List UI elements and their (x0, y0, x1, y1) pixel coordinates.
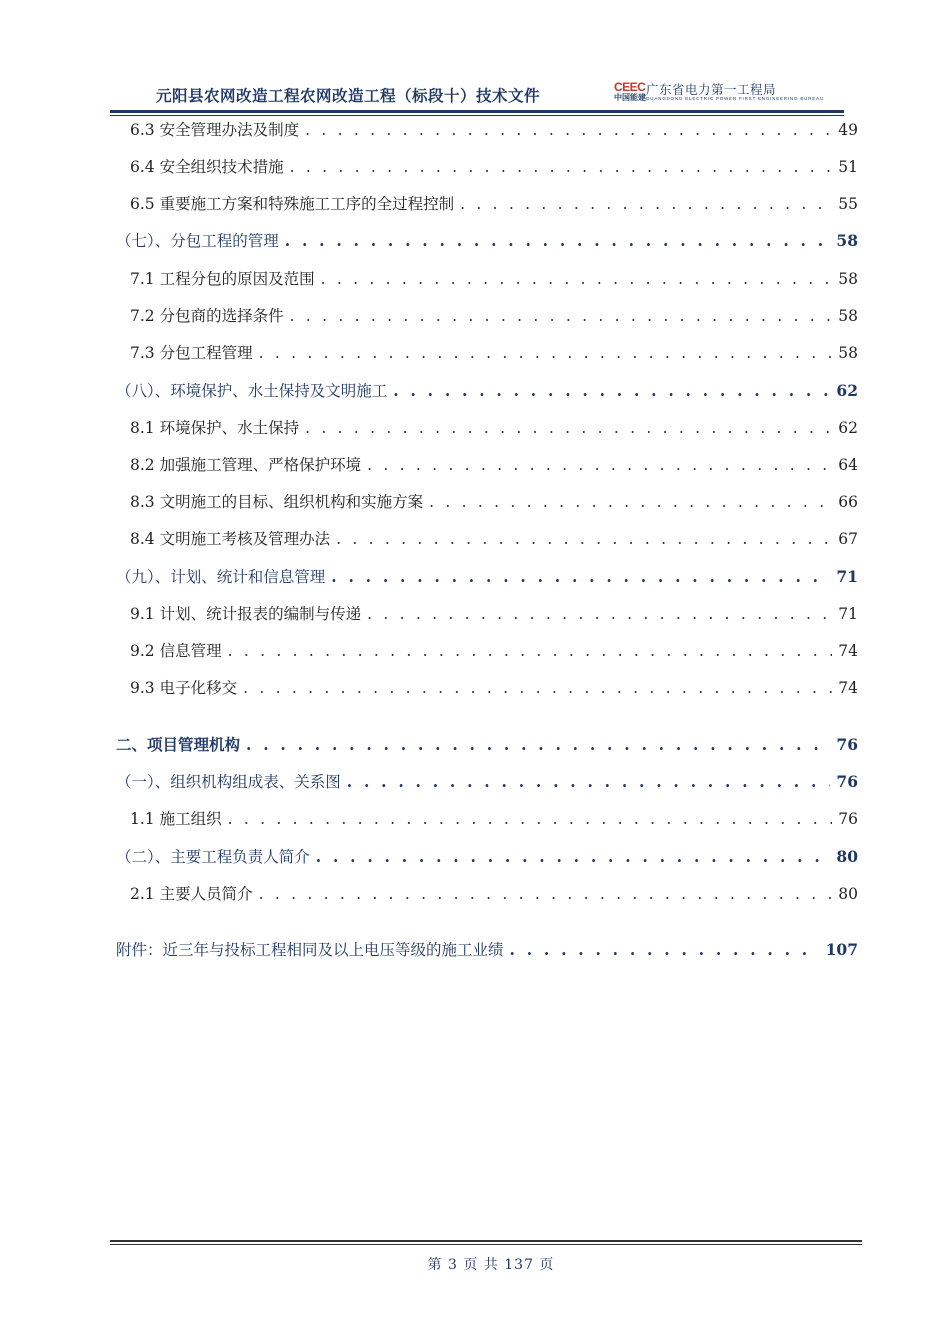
toc-entry-page: 62 (838, 419, 858, 437)
toc-dot-leader (331, 566, 830, 588)
toc-entry[interactable] (130, 119, 858, 141)
toc-entry-page: 66 (838, 493, 858, 511)
toc-entry-label: （八）、环境保护、水土保持及文明施工 (116, 382, 388, 400)
toc-entry-label: 9.2 信息管理 (130, 642, 222, 660)
toc-entry[interactable] (130, 156, 858, 178)
toc-dot-leader (243, 677, 832, 699)
toc-dot-leader (429, 491, 832, 513)
toc-entry-label: 9.1 计划、统计报表的编制与传递 (130, 605, 362, 623)
toc-entry[interactable] (116, 771, 858, 793)
toc-entry-page: 67 (838, 530, 858, 548)
company-name: 广东省电力第一工程局 (646, 83, 777, 97)
toc-entry-label: 7.1 工程分包的原因及范围 (130, 270, 315, 288)
toc-dot-leader (460, 193, 832, 215)
header-rule-thin (110, 115, 844, 116)
header-rule (110, 110, 844, 113)
toc-dot-leader (290, 156, 833, 178)
toc-entry[interactable] (116, 380, 858, 402)
toc-entry-page: 74 (838, 679, 858, 697)
toc-dot-leader (367, 454, 832, 476)
toc-entry-page: 62 (836, 381, 858, 400)
toc-entry[interactable] (130, 454, 858, 476)
toc-entry[interactable] (130, 268, 858, 290)
toc-entry[interactable] (116, 566, 858, 588)
toc-entry[interactable] (116, 230, 858, 252)
toc-dot-leader (336, 528, 832, 550)
toc-entry[interactable] (130, 305, 858, 327)
toc-entry[interactable] (130, 640, 858, 662)
header-title: 元阳县农网改造工程农网改造工程（标段十）技术文件 (156, 86, 541, 105)
toc-entry-label: 8.3 文明施工的目标、组织机构和实施方案 (130, 493, 424, 511)
toc-entry-page: 58 (838, 307, 858, 325)
toc-dot-leader (393, 380, 830, 402)
toc-entry-page: 107 (825, 940, 858, 959)
toc-entry-page: 58 (838, 270, 858, 288)
ceec-logo-subtext: 中国能建 (614, 93, 646, 102)
toc-entry[interactable] (130, 677, 858, 699)
toc-entry-page: 55 (838, 195, 858, 213)
toc-dot-leader (290, 305, 833, 327)
footer-rule-thin (110, 1244, 862, 1245)
toc-entry-label: 8.4 文明施工考核及管理办法 (130, 530, 331, 548)
toc-dot-leader (510, 939, 820, 961)
toc-entry-page: 51 (838, 158, 858, 176)
toc-dot-leader (316, 846, 831, 868)
toc-entry[interactable] (116, 846, 858, 868)
toc-entry-label: 6.5 重要施工方案和特殊施工工序的全过程控制 (130, 195, 455, 213)
ceec-logo-mark: CEEC (614, 80, 646, 94)
toc-entry-page: 64 (838, 456, 858, 474)
toc-entry-page: 71 (836, 567, 858, 586)
toc-entry[interactable] (130, 491, 858, 513)
toc-dot-leader (321, 268, 833, 290)
toc-entry-label: 8.1 环境保护、水土保持 (130, 419, 300, 437)
toc-dot-leader (305, 119, 832, 141)
toc-entry-label: 附件：近三年与投标工程相同及以上电压等级的施工业绩 (116, 941, 504, 959)
toc-entry-page: 58 (836, 231, 858, 250)
toc-dot-leader (228, 808, 833, 830)
toc-entry[interactable] (130, 808, 858, 830)
toc-entry-label: 8.2 加强施工管理、严格保护环境 (130, 456, 362, 474)
toc-entry-label: （九）、计划、统计和信息管理 (116, 568, 326, 586)
footer-rule (110, 1240, 862, 1242)
toc-entry-label: （七）、分包工程的管理 (116, 232, 279, 250)
toc-entry[interactable] (130, 193, 858, 215)
toc-entry[interactable] (116, 939, 858, 961)
toc-dot-leader (259, 883, 833, 905)
toc-entry[interactable] (130, 883, 858, 905)
toc-dot-leader (259, 342, 833, 364)
toc-entry-page: 76 (838, 810, 858, 828)
toc-entry-label: 1.1 施工组织 (130, 810, 222, 828)
toc-entry[interactable] (130, 342, 858, 364)
toc-entry-page: 80 (838, 885, 858, 903)
page-header (112, 78, 844, 108)
toc-dot-leader (367, 603, 832, 625)
toc-entry-label: 6.3 安全管理办法及制度 (130, 121, 300, 139)
toc-dot-leader (305, 417, 832, 439)
toc-entry-page: 76 (836, 772, 858, 791)
toc-entry-label: 二、项目管理机构 (116, 735, 241, 754)
toc-entry-label: 6.4 安全组织技术措施 (130, 158, 284, 176)
toc-entry-page: 74 (838, 642, 858, 660)
toc-dot-leader (347, 771, 831, 793)
toc-entry-label: 2.1 主要人员简介 (130, 885, 253, 903)
toc-entry-page: 58 (838, 344, 858, 362)
company-logo (614, 80, 824, 105)
toc-entry-page: 71 (838, 605, 858, 623)
toc-entry-label: 9.3 电子化移交 (130, 679, 238, 697)
toc-entry[interactable] (130, 528, 858, 550)
toc-entry-label: （一）、组织机构组成表、关系图 (116, 773, 341, 791)
page-footer: 第 3 页 共 137 页 (427, 1257, 555, 1273)
toc-dot-leader (228, 640, 833, 662)
toc-entry[interactable] (130, 417, 858, 439)
toc-entry[interactable] (116, 734, 858, 756)
toc-entry-page: 76 (836, 735, 858, 754)
toc-entry-label: （二）、主要工程负责人简介 (116, 848, 310, 866)
toc-entry-page: 49 (838, 121, 858, 139)
toc-entry-label: 7.3 分包工程管理 (130, 344, 253, 362)
toc-dot-leader (246, 734, 830, 756)
toc-dot-leader (285, 230, 831, 252)
toc-entry-page: 80 (836, 847, 858, 866)
company-name-english: GUANGDONG ELECTRIC POWER FIRST ENGINEERING BUREAU (646, 96, 824, 101)
toc-entry[interactable] (130, 603, 858, 625)
toc-entry-label: 7.2 分包商的选择条件 (130, 307, 284, 325)
